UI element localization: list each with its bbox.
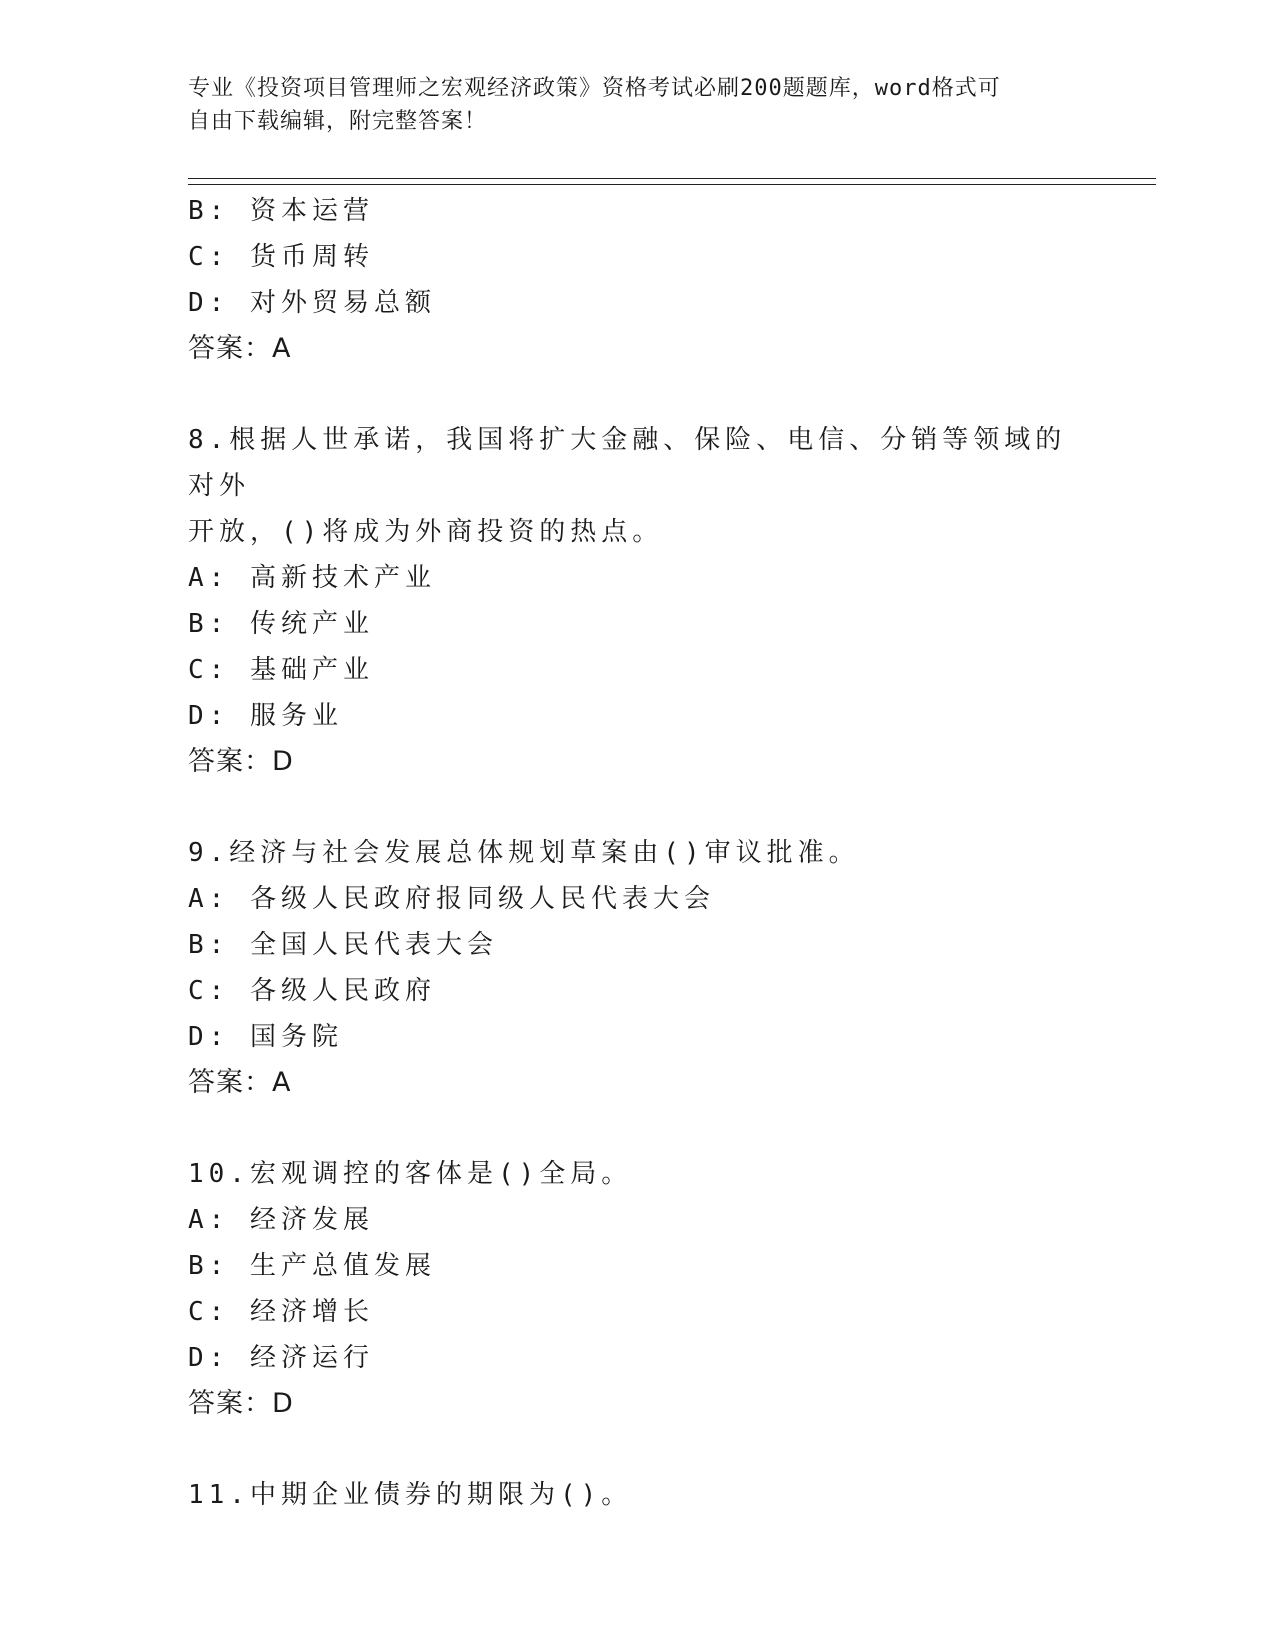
option-a: A: 各级人民政府报同级人民代表大会 bbox=[188, 884, 715, 914]
answer: 答案：D bbox=[188, 1388, 294, 1419]
question-stem: 11.中期企业债券的期限为()。 bbox=[188, 1480, 633, 1510]
question-8 bbox=[188, 417, 1088, 785]
option-b: B: 传统产业 bbox=[188, 609, 374, 639]
option-c: C: 货币周转 bbox=[188, 242, 374, 272]
answer: 答案：A bbox=[188, 333, 292, 364]
answer: 答案：D bbox=[188, 746, 294, 777]
option-a: A: 经济发展 bbox=[188, 1205, 374, 1235]
question-stem: 10.宏观调控的客体是()全局。 bbox=[188, 1159, 633, 1189]
option-d: D: 服务业 bbox=[188, 701, 343, 731]
spacer bbox=[188, 1427, 1088, 1472]
option-d: D: 对外贸易总额 bbox=[188, 288, 436, 318]
question-7 bbox=[188, 188, 1088, 372]
question-stem-line-1: 8.根据人世承诺，我国将扩大金融、保险、电信、分销等领域的对外 bbox=[188, 425, 1067, 501]
option-b: B: 资本运营 bbox=[188, 196, 374, 226]
document-header bbox=[188, 72, 1068, 138]
header-title-line-1: 专业《投资项目管理师之宏观经济政策》资格考试必刷200题题库，word格式可 bbox=[188, 76, 1001, 101]
spacer bbox=[188, 372, 1088, 417]
question-11 bbox=[188, 1472, 1088, 1518]
option-d: D: 国务院 bbox=[188, 1022, 343, 1052]
question-9 bbox=[188, 830, 1088, 1106]
question-stem: 9.经济与社会发展总体规划草案由()审议批准。 bbox=[188, 838, 860, 868]
option-b: B: 全国人民代表大会 bbox=[188, 930, 498, 960]
spacer bbox=[188, 1106, 1088, 1151]
option-c: C: 基础产业 bbox=[188, 655, 374, 685]
question-10 bbox=[188, 1151, 1088, 1427]
spacer bbox=[188, 785, 1088, 830]
question-stem-line-2: 开放，()将成为外商投资的热点。 bbox=[188, 517, 664, 547]
option-d: D: 经济运行 bbox=[188, 1343, 374, 1373]
header-divider bbox=[188, 178, 1156, 185]
answer: 答案：A bbox=[188, 1067, 292, 1098]
question-list bbox=[188, 188, 1088, 1518]
option-b: B: 生产总值发展 bbox=[188, 1251, 436, 1281]
option-a: A: 高新技术产业 bbox=[188, 563, 436, 593]
option-c: C: 经济增长 bbox=[188, 1297, 374, 1327]
header-title-line-2: 自由下载编辑，附完整答案！ bbox=[188, 109, 488, 134]
option-c: C: 各级人民政府 bbox=[188, 976, 436, 1006]
